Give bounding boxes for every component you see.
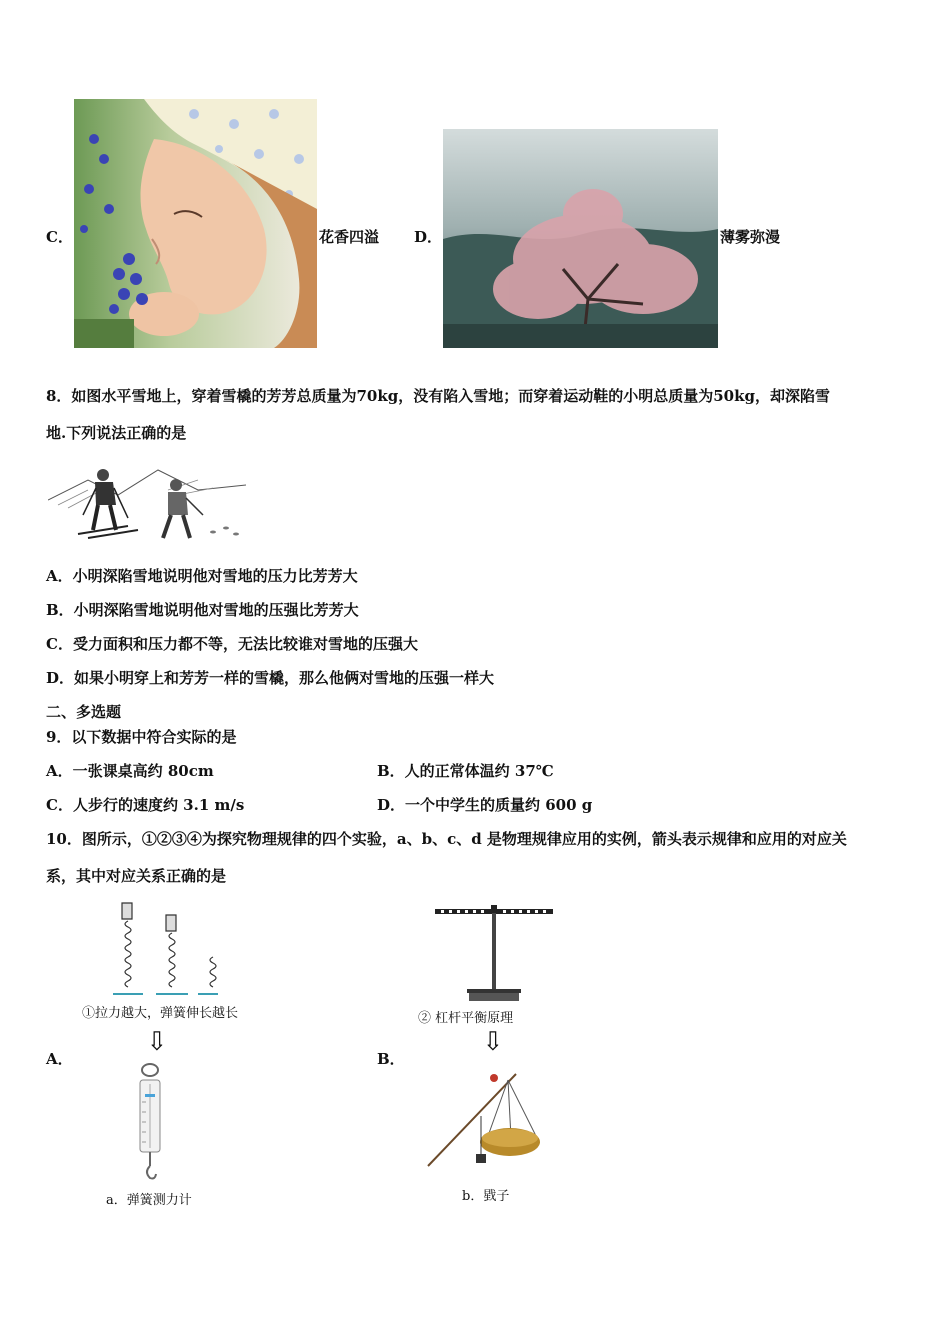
q9-option-d: D．一个中学生的质量约 600 g [377, 796, 593, 814]
section-title-multiple-choice: 二、多选题 [46, 703, 122, 721]
q8-option-d: D．如果小明穿上和芳芳一样的雪橇，那么他俩对雪地的压强一样大 [46, 669, 495, 687]
q10-stem-line1: 10．图所示，①②③④为探究物理规律的四个实验，a、b、c、d 是物理规律应用的实例，箭头表示规律和应用的对应关 [46, 830, 847, 848]
q10-a-top-caption: ①拉力越大，弹簧伸长越长 [82, 1006, 239, 1021]
q8-option-c: C．受力面积和压力都不等，无法比较谁对雪地的压强大 [46, 635, 418, 653]
q10-stem-line2: 系，其中对应关系正确的是 [46, 867, 227, 885]
q7-option-d-label: D． [414, 228, 443, 246]
q10-b-top-caption: ② 杠杆平衡原理 [418, 1011, 514, 1026]
spring-scale-image [128, 1062, 172, 1184]
lever-balance-image [433, 903, 555, 1003]
misty-blossom-tree-image [443, 129, 718, 348]
q8-option-a: A．小明深陷雪地说明他对雪地的压力比芳芳大 [46, 567, 358, 585]
q10-a-bottom-caption: a．弹簧测力计 [106, 1193, 192, 1208]
q7-option-d-caption: 薄雾弥漫 [720, 228, 781, 246]
spring-experiment-image [108, 897, 218, 1000]
steelyard-scale-image [426, 1066, 540, 1171]
down-arrow-icon: ⇩ [146, 1027, 168, 1057]
q10-b-bottom-caption: b．戥子 [462, 1189, 510, 1204]
q8-option-b: B．小明深陷雪地说明他对雪地的压强比芳芳大 [46, 601, 359, 619]
q8-stem-line2: 地.下列说法正确的是 [46, 424, 187, 442]
q9-option-c: C．人步行的速度约 3.1 m/s [46, 796, 245, 814]
q9-option-a: A．一张课桌高约 80cm [46, 762, 214, 780]
q10-option-b-label: B． [377, 1050, 405, 1068]
q9-stem: 9．以下数据中符合实际的是 [46, 728, 237, 746]
q7-option-c-label: C． [46, 228, 73, 246]
q9-option-b: B．人的正常体温约 37℃ [377, 762, 554, 780]
q7-option-c-caption: 花香四溢 [319, 228, 380, 246]
girl-smelling-flowers-image [74, 99, 317, 348]
q8-stem-line1: 8．如图水平雪地上，穿着雪橇的芳芳总质量为70kg，没有陷入雪地；而穿着运动鞋的小明总质量为50kg，却深陷雪 [46, 387, 830, 405]
down-arrow-icon: ⇩ [482, 1027, 504, 1057]
snow-skiers-image [48, 460, 246, 544]
q10-option-a-label: A． [46, 1050, 73, 1068]
